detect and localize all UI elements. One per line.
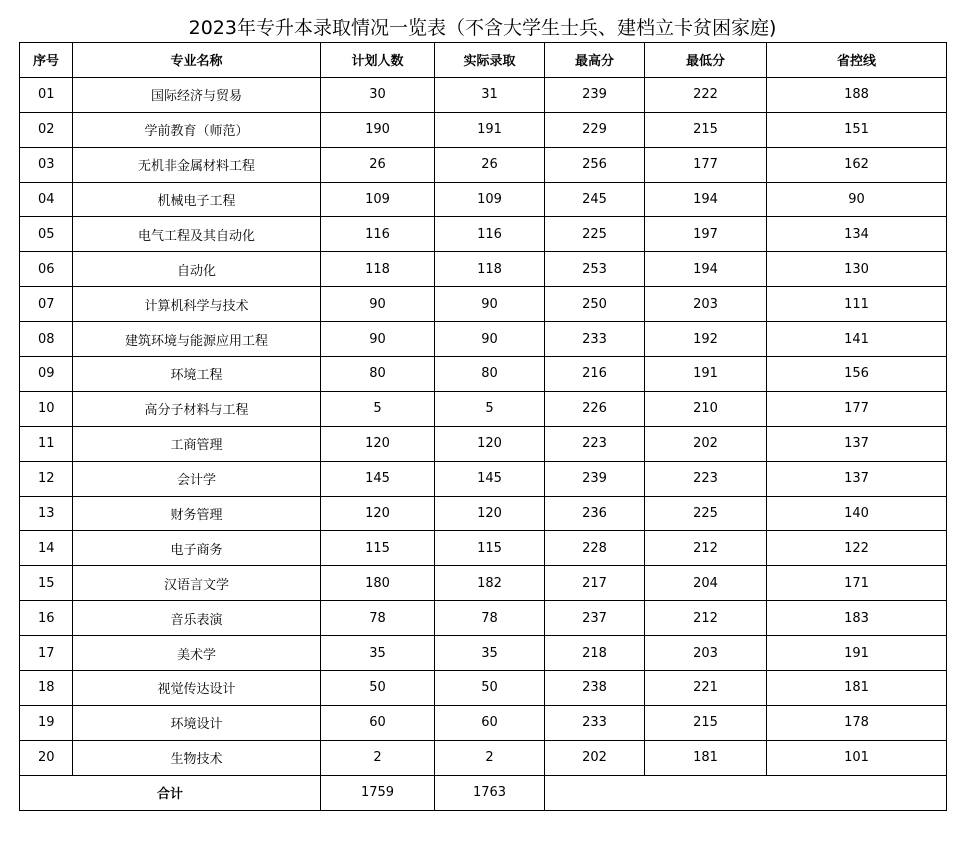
cell-max-score: 233 [545,705,645,740]
cell-province-line: 188 [767,77,947,112]
cell-max-score: 233 [545,322,645,357]
cell-major: 环境工程 [73,357,321,392]
cell-seq: 01 [20,77,73,112]
cell-seq: 08 [20,322,73,357]
cell-planned: 2 [321,740,435,775]
table-row [20,391,947,426]
cell-planned: 35 [321,636,435,671]
table-body [20,77,947,775]
cell-major: 建筑环境与能源应用工程 [73,322,321,357]
table-row [20,357,947,392]
cell-max-score: 228 [545,531,645,566]
cell-min-score: 204 [645,566,767,601]
header-province-line: 省控线 [767,43,947,78]
cell-seq: 06 [20,252,73,287]
cell-province-line: 181 [767,671,947,706]
cell-major: 自动化 [73,252,321,287]
cell-max-score: 239 [545,461,645,496]
cell-max-score: 238 [545,671,645,706]
cell-seq: 09 [20,357,73,392]
table-row [20,636,947,671]
cell-min-score: 177 [645,147,767,182]
header-admitted: 实际录取 [435,43,545,78]
cell-seq: 19 [20,705,73,740]
table-row [20,287,947,322]
cell-planned: 60 [321,705,435,740]
cell-province-line: 156 [767,357,947,392]
table-row [20,182,947,217]
cell-min-score: 212 [645,531,767,566]
cell-min-score: 203 [645,636,767,671]
cell-planned: 90 [321,287,435,322]
cell-major: 计算机科学与技术 [73,287,321,322]
cell-major: 机械电子工程 [73,182,321,217]
cell-min-score: 212 [645,601,767,636]
cell-admitted: 145 [435,461,545,496]
cell-admitted: 115 [435,531,545,566]
cell-major: 电子商务 [73,531,321,566]
cell-major: 美术学 [73,636,321,671]
cell-major: 无机非金属材料工程 [73,147,321,182]
cell-min-score: 221 [645,671,767,706]
table-row [20,426,947,461]
cell-major: 会计学 [73,461,321,496]
cell-admitted: 50 [435,671,545,706]
cell-max-score: 202 [545,740,645,775]
cell-planned: 109 [321,182,435,217]
cell-min-score: 203 [645,287,767,322]
cell-admitted: 109 [435,182,545,217]
cell-max-score: 216 [545,357,645,392]
cell-planned: 118 [321,252,435,287]
cell-province-line: 177 [767,391,947,426]
cell-admitted: 118 [435,252,545,287]
cell-seq: 03 [20,147,73,182]
cell-seq: 17 [20,636,73,671]
header-seq: 序号 [20,43,73,78]
admissions-table [19,42,947,811]
cell-seq: 10 [20,391,73,426]
cell-max-score: 256 [545,147,645,182]
cell-province-line: 151 [767,112,947,147]
cell-province-line: 90 [767,182,947,217]
cell-planned: 30 [321,77,435,112]
cell-province-line: 130 [767,252,947,287]
cell-planned: 120 [321,426,435,461]
cell-max-score: 226 [545,391,645,426]
cell-max-score: 236 [545,496,645,531]
cell-admitted: 120 [435,426,545,461]
total-row [20,775,947,810]
cell-province-line: 191 [767,636,947,671]
cell-min-score: 194 [645,182,767,217]
cell-province-line: 178 [767,705,947,740]
cell-planned: 116 [321,217,435,252]
table-row [20,601,947,636]
cell-min-score: 223 [645,461,767,496]
cell-province-line: 137 [767,426,947,461]
cell-planned: 180 [321,566,435,601]
cell-seq: 15 [20,566,73,601]
cell-seq: 07 [20,287,73,322]
cell-seq: 16 [20,601,73,636]
cell-major: 环境设计 [73,705,321,740]
cell-province-line: 183 [767,601,947,636]
cell-max-score: 217 [545,566,645,601]
table-row [20,147,947,182]
cell-planned: 78 [321,601,435,636]
cell-min-score: 202 [645,426,767,461]
cell-max-score: 225 [545,217,645,252]
cell-seq: 12 [20,461,73,496]
cell-admitted: 80 [435,357,545,392]
cell-min-score: 215 [645,705,767,740]
cell-seq: 11 [20,426,73,461]
table-row [20,531,947,566]
cell-planned: 90 [321,322,435,357]
cell-max-score: 229 [545,112,645,147]
document-title: 2023年专升本录取情况一览表（不含大学生士兵、建档立卡贫困家庭) [188,17,777,39]
table-row [20,322,947,357]
cell-seq: 04 [20,182,73,217]
cell-major: 高分子材料与工程 [73,391,321,426]
cell-max-score: 239 [545,77,645,112]
table-row [20,671,947,706]
cell-seq: 05 [20,217,73,252]
cell-max-score: 237 [545,601,645,636]
cell-province-line: 111 [767,287,947,322]
cell-min-score: 197 [645,217,767,252]
cell-admitted: 90 [435,287,545,322]
cell-seq: 14 [20,531,73,566]
cell-admitted: 182 [435,566,545,601]
cell-admitted: 35 [435,636,545,671]
cell-major: 汉语言文学 [73,566,321,601]
cell-admitted: 78 [435,601,545,636]
cell-min-score: 192 [645,322,767,357]
cell-province-line: 101 [767,740,947,775]
total-planned: 1759 [321,775,435,810]
cell-min-score: 191 [645,357,767,392]
table-row [20,496,947,531]
cell-province-line: 140 [767,496,947,531]
cell-admitted: 120 [435,496,545,531]
table-row [20,566,947,601]
cell-planned: 190 [321,112,435,147]
table-header-row [20,43,947,78]
header-max-score: 最高分 [545,43,645,78]
cell-admitted: 5 [435,391,545,426]
cell-min-score: 181 [645,740,767,775]
table-row [20,217,947,252]
cell-admitted: 116 [435,217,545,252]
cell-max-score: 223 [545,426,645,461]
cell-admitted: 90 [435,322,545,357]
cell-major: 生物技术 [73,740,321,775]
cell-min-score: 194 [645,252,767,287]
table-row [20,461,947,496]
cell-admitted: 60 [435,705,545,740]
cell-province-line: 171 [767,566,947,601]
cell-major: 视觉传达设计 [73,671,321,706]
cell-max-score: 245 [545,182,645,217]
table-row [20,112,947,147]
cell-major: 工商管理 [73,426,321,461]
cell-planned: 145 [321,461,435,496]
cell-admitted: 31 [435,77,545,112]
cell-major: 国际经济与贸易 [73,77,321,112]
table-row [20,705,947,740]
total-admitted: 1763 [435,775,545,810]
cell-province-line: 122 [767,531,947,566]
cell-seq: 18 [20,671,73,706]
header-planned: 计划人数 [321,43,435,78]
cell-min-score: 222 [645,77,767,112]
total-empty-cell [545,775,947,810]
cell-min-score: 225 [645,496,767,531]
cell-seq: 20 [20,740,73,775]
cell-planned: 115 [321,531,435,566]
cell-province-line: 162 [767,147,947,182]
cell-province-line: 141 [767,322,947,357]
header-min-score: 最低分 [645,43,767,78]
cell-major: 电气工程及其自动化 [73,217,321,252]
cell-max-score: 250 [545,287,645,322]
header-major: 专业名称 [73,43,321,78]
cell-planned: 26 [321,147,435,182]
cell-min-score: 215 [645,112,767,147]
cell-province-line: 137 [767,461,947,496]
cell-province-line: 134 [767,217,947,252]
cell-seq: 02 [20,112,73,147]
cell-admitted: 2 [435,740,545,775]
table-row [20,252,947,287]
cell-max-score: 253 [545,252,645,287]
table-row [20,740,947,775]
table-row [20,77,947,112]
cell-min-score: 210 [645,391,767,426]
cell-max-score: 218 [545,636,645,671]
total-label: 合计 [20,775,321,810]
cell-planned: 50 [321,671,435,706]
cell-planned: 80 [321,357,435,392]
cell-seq: 13 [20,496,73,531]
cell-major: 学前教育（师范） [73,112,321,147]
cell-planned: 5 [321,391,435,426]
cell-planned: 120 [321,496,435,531]
cell-admitted: 191 [435,112,545,147]
cell-major: 财务管理 [73,496,321,531]
cell-major: 音乐表演 [73,601,321,636]
cell-admitted: 26 [435,147,545,182]
